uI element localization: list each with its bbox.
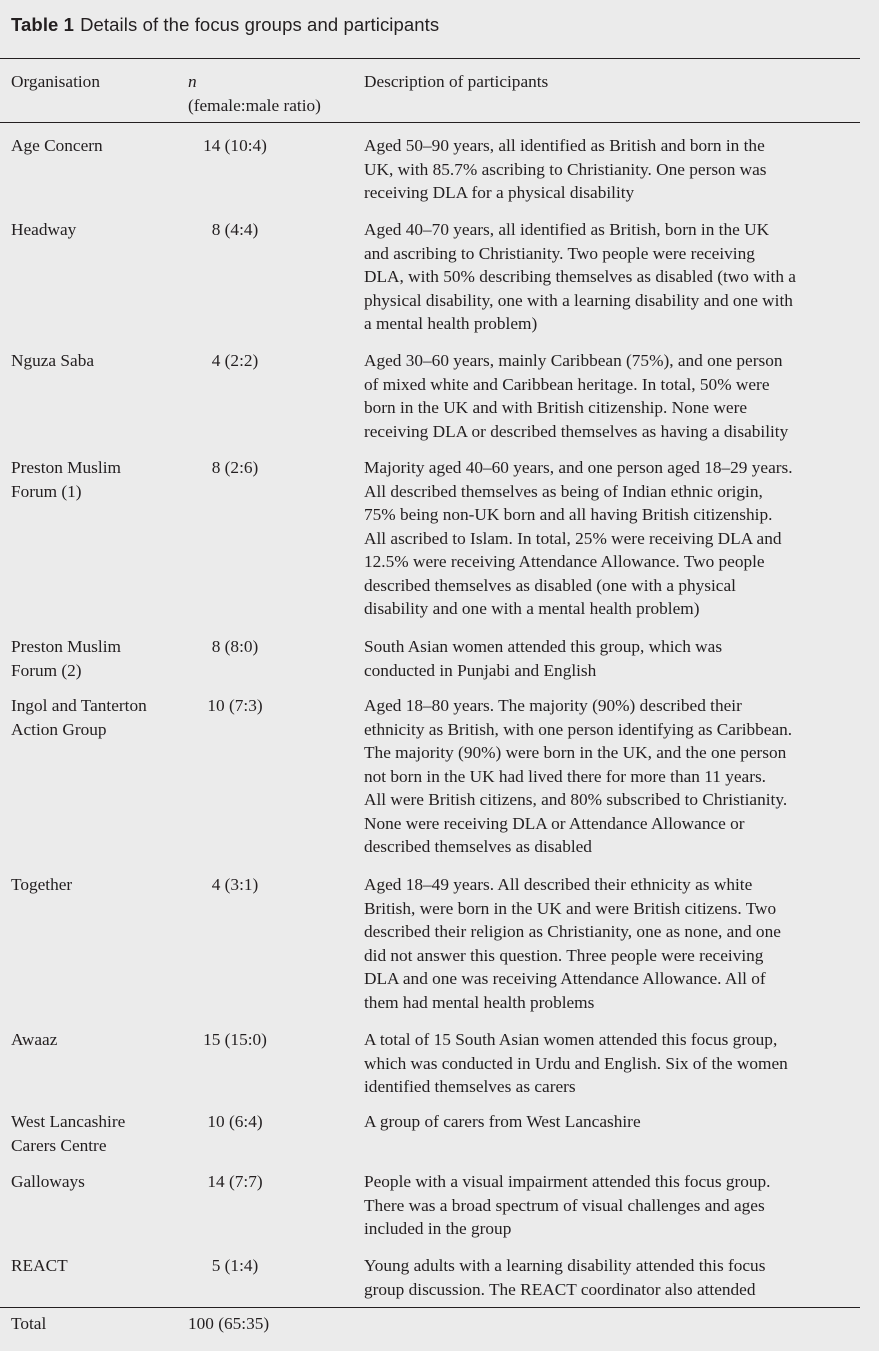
row-organisation <box>11 635 121 682</box>
description-line: Young adults with a learning disability attended this focus <box>364 1256 766 1275</box>
description-line: UK, with 85.7% ascribing to Christianity. One person was <box>364 159 767 179</box>
description-line: receiving DLA for a physical disability <box>364 183 635 202</box>
total-n: 100 (65:35) <box>188 1314 270 1333</box>
row-n: 4 (3:1) <box>211 875 259 894</box>
organisation-line: Headway <box>11 220 77 239</box>
description-line: 12.5% were receiving Attendance Allowance. Two people <box>364 552 765 571</box>
description-line: People with a visual impairment attended this focus group. <box>364 1172 771 1191</box>
description-line: disability and one with a mental health problem) <box>364 599 700 618</box>
row-description <box>364 349 788 443</box>
description-line: of mixed white and Caribbean heritage. In total, 50% were <box>364 374 770 394</box>
row-description <box>364 635 722 682</box>
description-line: Aged 30–60 years, mainly Caribbean (75%), and one person <box>364 351 783 370</box>
description-line: did not answer this question. Three people were receiving <box>364 945 764 965</box>
row-n: 10 (6:4) <box>207 1112 263 1131</box>
description-line: All were British citizens, and 80% subscribed to Christianity. <box>364 790 788 809</box>
row-n: 4 (2:2) <box>211 351 259 370</box>
description-line: Aged 40–70 years, all identified as British, born in the UK <box>364 220 770 239</box>
description-line: All ascribed to Islam. In total, 25% were receiving DLA and <box>364 528 782 548</box>
row-n: 8 (2:6) <box>211 458 259 477</box>
row-organisation <box>11 134 103 158</box>
row-description <box>364 1170 771 1241</box>
row-organisation <box>11 1028 57 1052</box>
organisation-line: Forum (1) <box>11 481 82 501</box>
organisation-line: Together <box>11 875 73 894</box>
row-description <box>364 694 792 859</box>
description-line: Aged 18–49 years. All described their ethnicity as white <box>364 875 753 894</box>
organisation-line: Nguza Saba <box>11 351 95 370</box>
organisation-line: Age Concern <box>11 136 103 155</box>
description-line: There was a broad spectrum of visual challenges and ages <box>364 1195 765 1215</box>
description-line: described their religion as Christianity, one as none, and one <box>364 922 781 941</box>
row-n: 15 (15:0) <box>203 1030 267 1049</box>
description-line: receiving DLA or described themselves as having a disability <box>364 421 789 441</box>
description-line: Majority aged 40–60 years, and one person aged 18–29 years. <box>364 458 793 477</box>
description-line: conducted in Punjabi and English <box>364 660 597 680</box>
header-rule <box>0 122 860 123</box>
row-organisation <box>11 1170 85 1194</box>
row-organisation <box>11 694 147 741</box>
row-n: 10 (7:3) <box>207 696 263 715</box>
header-n <box>188 70 321 117</box>
description-line: born in the UK and with British citizenship. None were <box>364 398 747 417</box>
row-organisation <box>11 1254 68 1278</box>
description-line: DLA and one was receiving Attendance Allowance. All of <box>364 969 766 988</box>
row-n: 14 (10:4) <box>203 136 267 155</box>
description-line: A group of carers from West Lancashire <box>364 1112 641 1131</box>
total-rule <box>0 1307 860 1308</box>
header-n-symbol: n <box>188 72 197 91</box>
description-line: not born in the UK had lived there for more than 11 years. <box>364 766 766 786</box>
total-label: Total <box>11 1314 47 1333</box>
row-organisation <box>11 349 94 373</box>
organisation-line: Galloways <box>11 1172 85 1191</box>
header-organisation: Organisation <box>11 72 100 91</box>
description-line: described themselves as disabled (one with a physical <box>364 575 736 595</box>
description-line: identified themselves as carers <box>364 1077 576 1096</box>
header-n-sub: (female:male ratio) <box>188 95 321 115</box>
row-n: 5 (1:4) <box>211 1256 259 1275</box>
row-description <box>364 456 793 621</box>
description-line: included in the group <box>364 1219 512 1238</box>
row-n: 14 (7:7) <box>207 1172 263 1191</box>
description-line: them had mental health problems <box>364 992 595 1012</box>
description-line: described themselves as disabled <box>364 837 592 856</box>
organisation-line: Preston Muslim <box>11 458 121 477</box>
row-description <box>364 218 796 336</box>
organisation-line: REACT <box>11 1256 68 1275</box>
organisation-line: West Lancashire <box>11 1112 126 1131</box>
table-label: Table 1 <box>11 14 75 35</box>
organisation-line: Preston Muslim <box>11 637 121 656</box>
description-line: South Asian women attended this group, which was <box>364 637 723 656</box>
table-title: Details of the focus groups and participants <box>80 14 440 35</box>
description-line: Aged 50–90 years, all identified as British and born in the <box>364 136 765 155</box>
description-line: All described themselves as being of Indian ethnic origin, <box>364 481 763 501</box>
organisation-line: Forum (2) <box>11 660 82 680</box>
header-description: Description of participants <box>364 72 549 91</box>
row-n: 8 (8:0) <box>211 637 259 656</box>
row-organisation <box>11 873 72 897</box>
organisation-line: Action Group <box>11 719 107 739</box>
top-rule <box>0 58 860 59</box>
row-description <box>364 1028 788 1099</box>
row-description <box>364 134 767 205</box>
description-line: 75% being non-UK born and all having British citizenship. <box>364 505 773 524</box>
description-line: group discussion. The REACT coordinator also attended <box>364 1279 756 1299</box>
description-line: A total of 15 South Asian women attended this focus group, <box>364 1030 778 1049</box>
description-line: None were receiving DLA or Attendance Allowance or <box>364 813 745 833</box>
description-line: Aged 18–80 years. The majority (90%) described their <box>364 696 742 715</box>
row-description <box>364 1110 641 1134</box>
description-line: The majority (90%) were born in the UK, and the one person <box>364 743 787 762</box>
description-line: a mental health problem) <box>364 314 538 333</box>
organisation-line: Awaaz <box>11 1030 58 1049</box>
description-line: ethnicity as British, with one person identifying as Caribbean. <box>364 719 793 739</box>
table-caption <box>11 14 439 36</box>
row-organisation <box>11 218 76 242</box>
row-organisation <box>11 456 121 503</box>
row-description <box>364 873 781 1014</box>
row-n: 8 (4:4) <box>211 220 259 239</box>
organisation-line: Ingol and Tanterton <box>11 696 147 715</box>
description-line: DLA, with 50% describing themselves as disabled (two with a <box>364 267 796 286</box>
description-line: which was conducted in Urdu and English. Six of the women <box>364 1053 788 1073</box>
description-line: British, were born in the UK and were British citizens. Two <box>364 898 777 918</box>
description-line: physical disability, one with a learning disability and one with <box>364 290 793 310</box>
organisation-line: Carers Centre <box>11 1135 107 1155</box>
row-description <box>364 1254 765 1301</box>
row-organisation <box>11 1110 125 1157</box>
description-line: and ascribing to Christianity. Two people were receiving <box>364 243 755 263</box>
